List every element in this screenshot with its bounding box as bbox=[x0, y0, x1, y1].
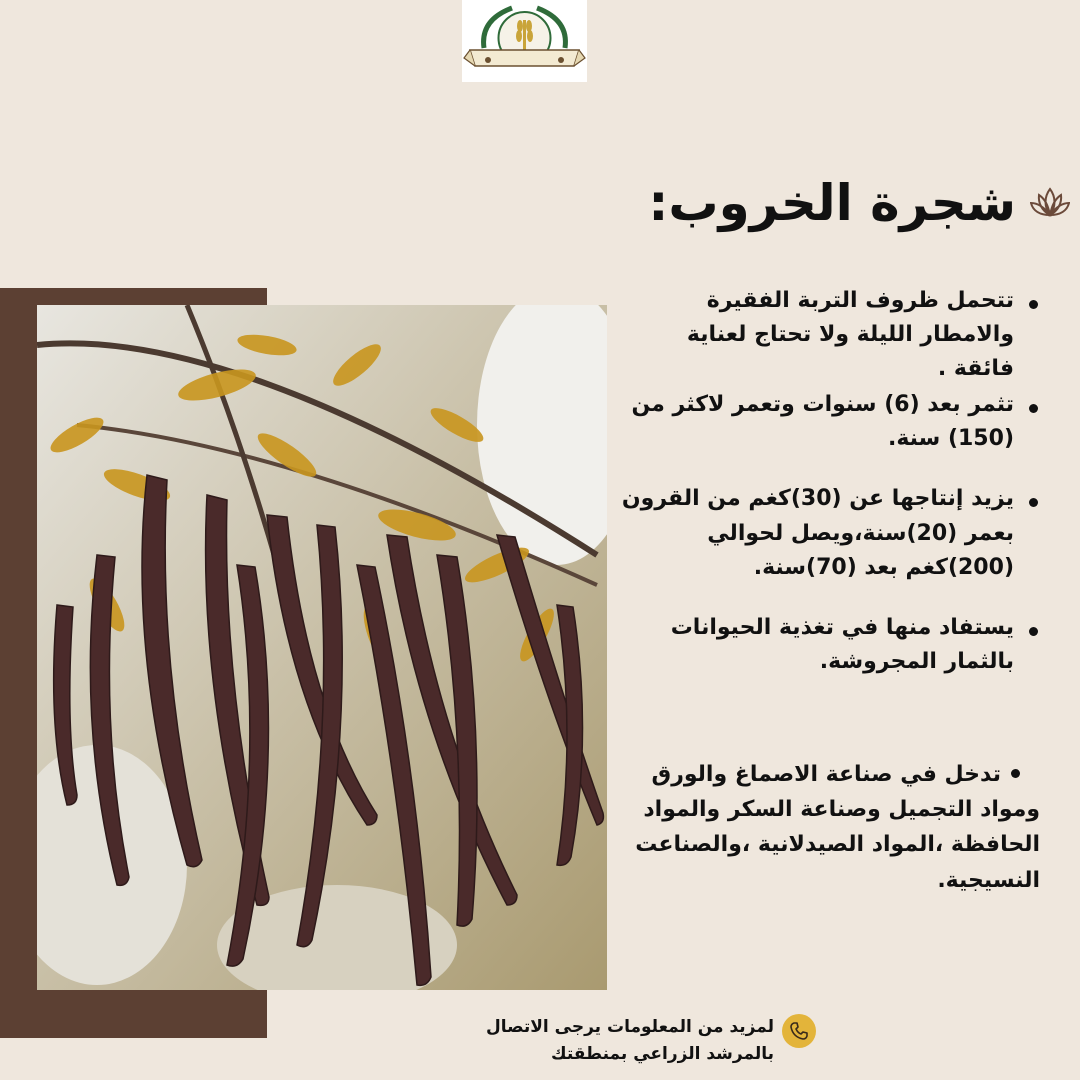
bullet-item-5-block bbox=[630, 757, 1040, 898]
lotus-icon bbox=[1030, 185, 1070, 221]
footer-text: لمزيد من المعلومات يرجى الاتصال بالمرشد الزراعي بمنطقتك bbox=[485, 1017, 774, 1065]
bullet-item-1: تتحمل ظروف التربة الفقيرة والامطار الليلة ولا تحتاج لعناية فائقة . bbox=[620, 284, 1040, 386]
page-title: شجرة الخروب: bbox=[648, 174, 1016, 232]
ministry-logo bbox=[462, 0, 587, 82]
title-row bbox=[648, 168, 1070, 238]
phone-icon bbox=[782, 1014, 816, 1048]
carob-pods-photo bbox=[37, 305, 607, 990]
ministry-emblem-icon bbox=[462, 0, 587, 82]
bullet-dot bbox=[1011, 769, 1020, 778]
footer-contact bbox=[456, 1010, 820, 1070]
bullet-item-2: تثمر بعد (6) سنوات وتعمر لاكثر من (150) سنة. bbox=[620, 388, 1040, 456]
bullet-item-4: يستفاد منها في تغذية الحيوانات بالثمار المجروشة. bbox=[620, 611, 1040, 679]
bullet-item-5: تدخل في صناعة الاصماغ والورق ومواد التجميل وصناعة السكر والمواد الحافظة ،المواد الصيدلانية ،والصناعت النسيجية. bbox=[635, 762, 1040, 893]
bullet-list bbox=[620, 284, 1040, 699]
bullet-item-3: يزيد إنتاجها عن (30)كغم من القرون بعمر (20)سنة،ويصل لحوالي (200)كغم بعد (70)سنة. bbox=[620, 482, 1040, 584]
